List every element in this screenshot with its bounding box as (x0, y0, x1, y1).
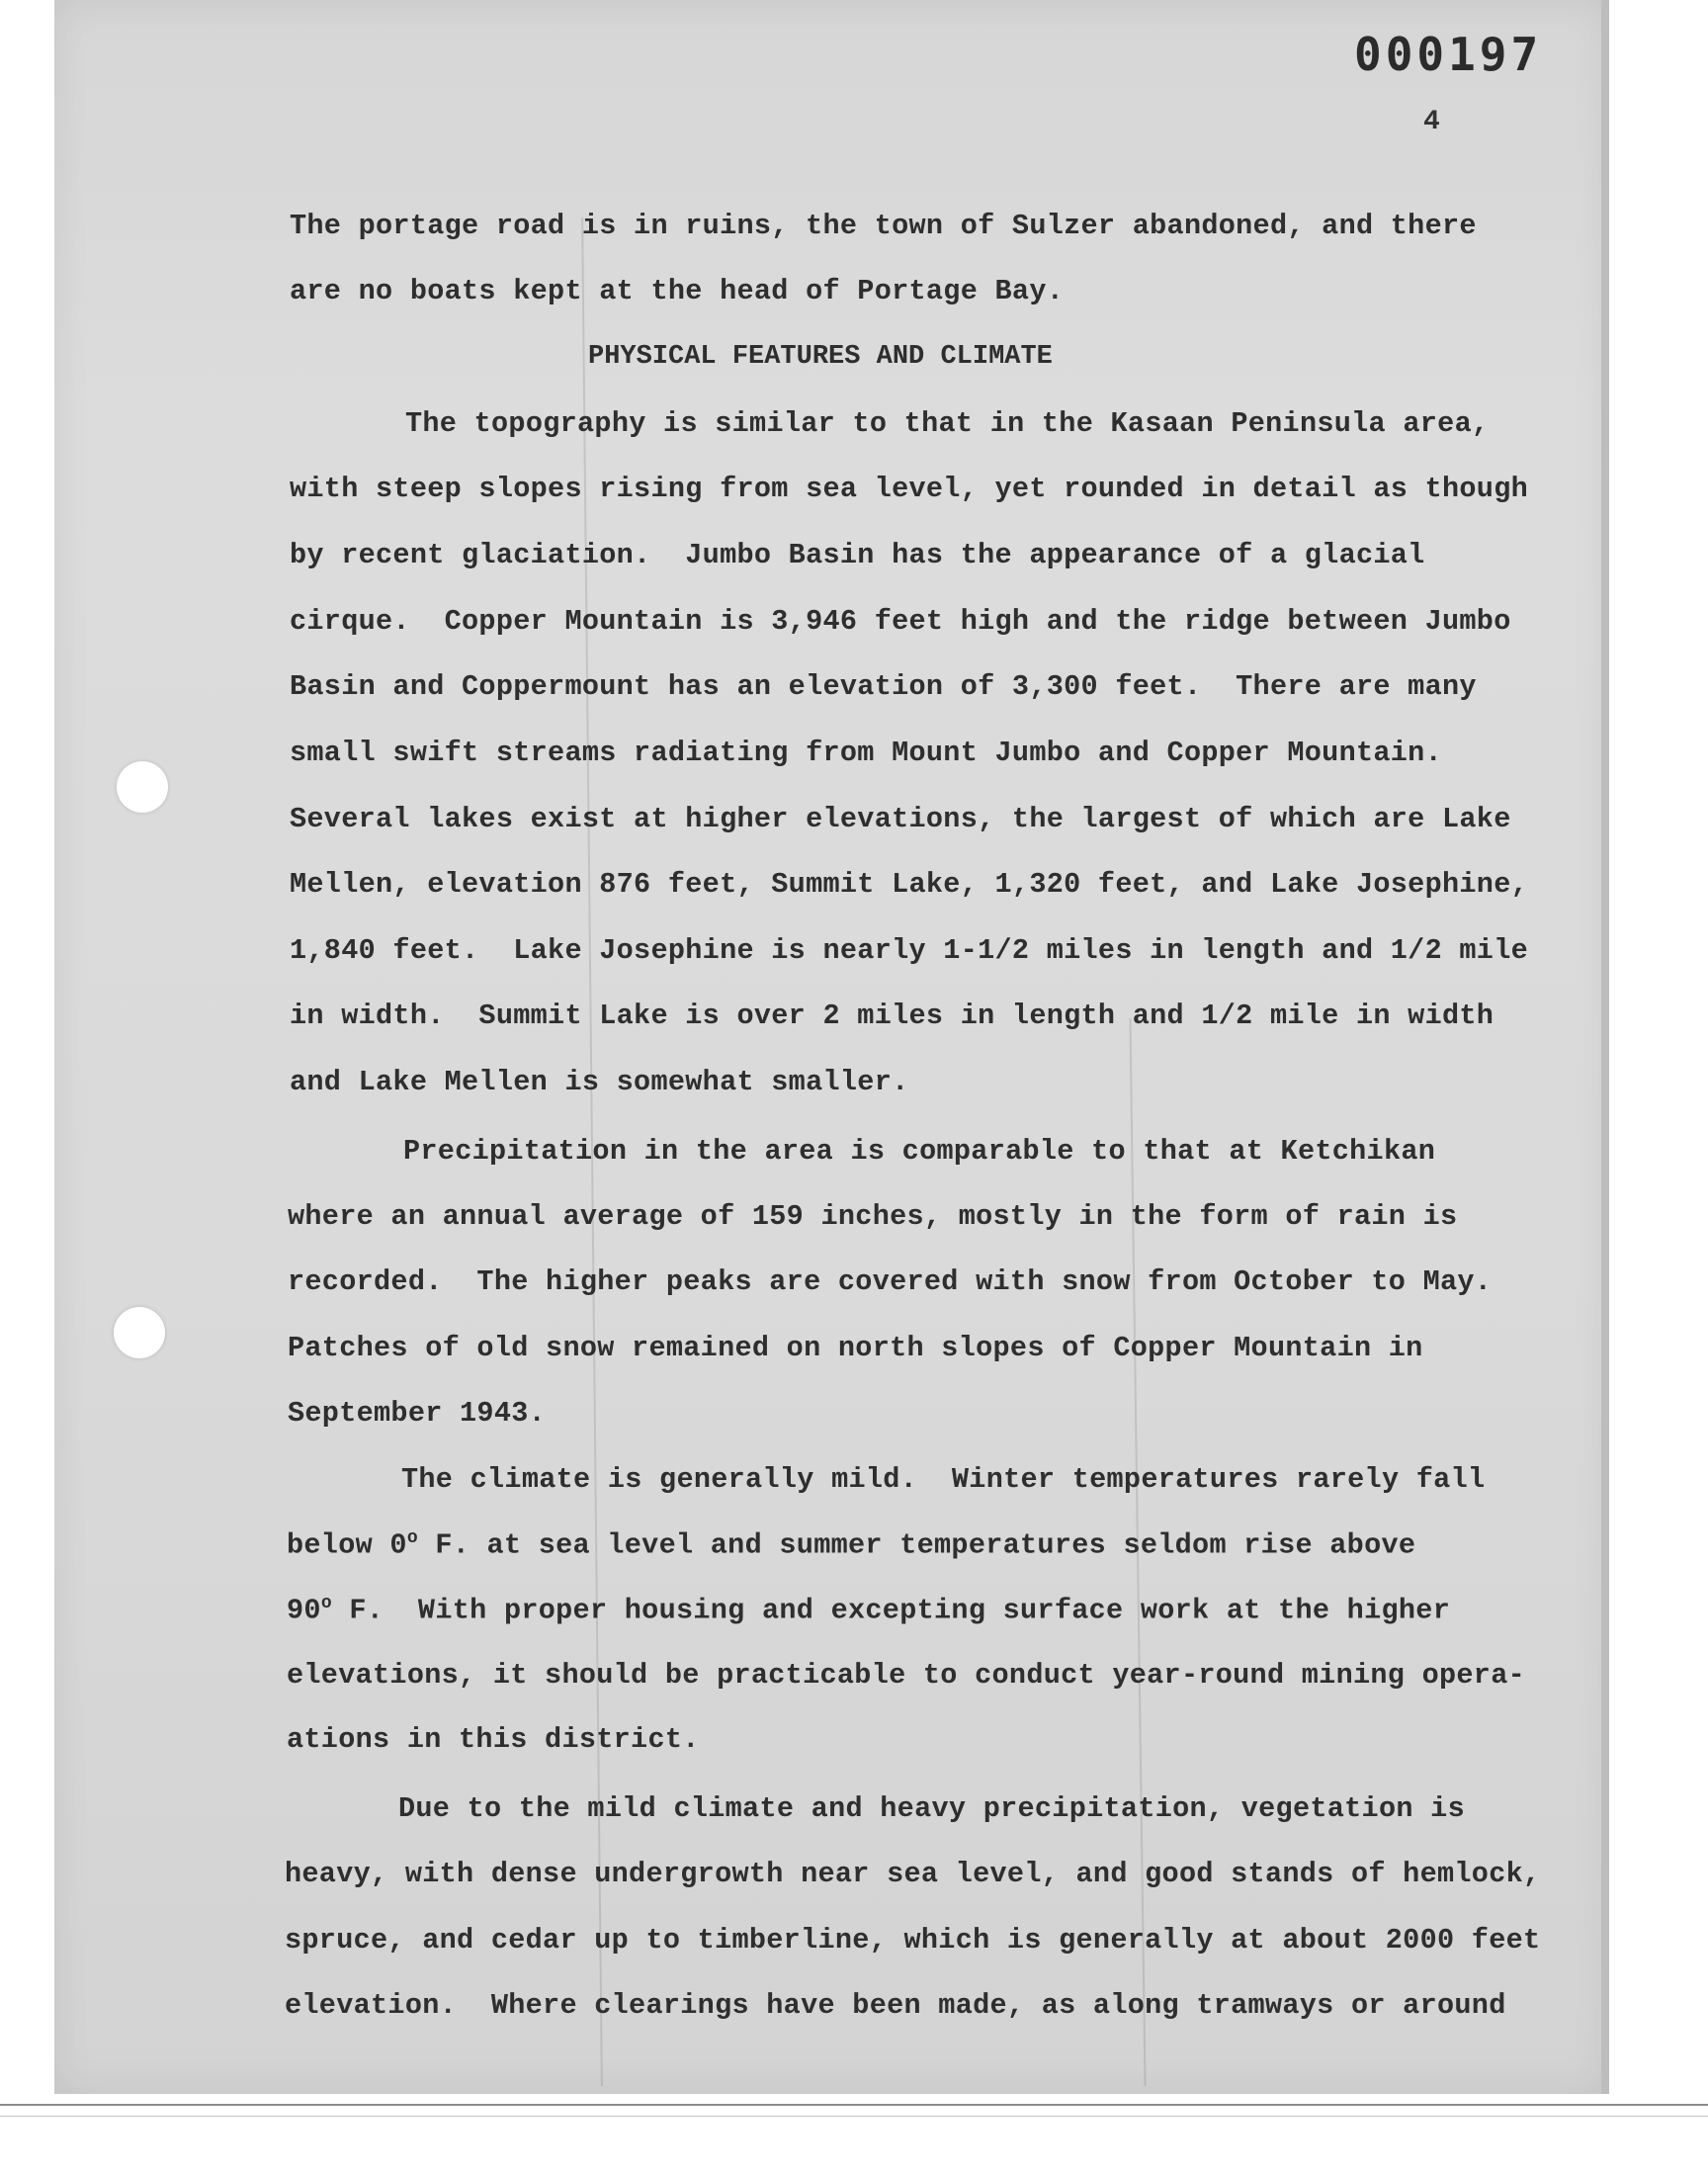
document-number: 000197 (1354, 28, 1543, 81)
text-line: cirque. Copper Mountain is 3,946 feet high and the ridge between Jumbo (290, 605, 1511, 638)
text-line: recorded. The higher peaks are covered with snow from October to May. (288, 1265, 1493, 1298)
text-line: small swift streams radiating from Mount Jumbo and Copper Mountain. (290, 737, 1442, 769)
text-line: ations in this district. (287, 1723, 700, 1756)
text-line: by recent glaciation. Jumbo Basin has the appearance of a glacial (290, 539, 1425, 571)
degree-sign: o (320, 1594, 332, 1613)
document-page (54, 0, 1608, 2094)
page-edge (1601, 0, 1609, 2094)
text-line: Several lakes exist at higher elevations, the largest of which are Lake (290, 803, 1511, 835)
scanner-edge-line-secondary (0, 2116, 1708, 2117)
text-line: where an annual average of 159 inches, mostly in the form of rain is (288, 1200, 1458, 1233)
text-fragment: F. With proper housing and excepting surface work at the higher (331, 1594, 1451, 1627)
text-line: Due to the mild climate and heavy precipitation, vegetation is (398, 1792, 1465, 1825)
text-line: Precipitation in the area is comparable to that at Ketchikan (403, 1135, 1436, 1168)
text-fragment: F. at sea level and summer temperatures seldom rise above (417, 1528, 1416, 1562)
section-heading: PHYSICAL FEATURES AND CLIMATE (588, 342, 1053, 372)
text-line: heavy, with dense undergrowth near sea level, and good stands of hemlock, (285, 1858, 1541, 1890)
punch-hole-top (117, 761, 168, 813)
text-fragment: 90 (287, 1594, 321, 1627)
text-line: in width. Summit Lake is over 2 miles in length and 1/2 mile in width (290, 1000, 1494, 1032)
punch-hole-bottom (114, 1307, 165, 1358)
text-line-temperature-low (287, 1528, 1415, 1562)
text-line: Basin and Coppermount has an elevation of 3,300 feet. There are many (290, 670, 1477, 703)
page-number: 4 (1423, 107, 1440, 137)
text-line: and Lake Mellen is somewhat smaller. (290, 1066, 909, 1098)
text-line: elevations, it should be practicable to conduct year-round mining opera- (287, 1659, 1525, 1692)
degree-sign: o (406, 1528, 418, 1548)
text-fragment: below 0 (287, 1528, 407, 1562)
text-line: September 1943. (288, 1397, 547, 1430)
scanner-edge-line (0, 2104, 1708, 2106)
text-line: elevation. Where clearings have been made, as along tramways or around (285, 1989, 1506, 2022)
text-line: with steep slopes rising from sea level, yet rounded in detail as though (290, 473, 1528, 505)
text-line: Mellen, elevation 876 feet, Summit Lake, 1,320 feet, and Lake Josephine, (290, 868, 1528, 901)
text-line: The portage road is in ruins, the town of Sulzer abandoned, and there (290, 210, 1477, 242)
text-line-temperature-high (287, 1594, 1450, 1627)
text-line: The climate is generally mild. Winter temperatures rarely fall (401, 1463, 1486, 1496)
text-line: 1,840 feet. Lake Josephine is nearly 1-1/2 miles in length and 1/2 mile (290, 934, 1528, 967)
text-line: are no boats kept at the head of Portage Bay. (290, 275, 1065, 307)
text-line: spruce, and cedar up to timberline, which is generally at about 2000 feet (285, 1924, 1541, 1957)
text-line: The topography is similar to that in the Kasaan Peninsula area, (405, 407, 1490, 440)
text-line: Patches of old snow remained on north slopes of Copper Mountain in (288, 1332, 1423, 1364)
